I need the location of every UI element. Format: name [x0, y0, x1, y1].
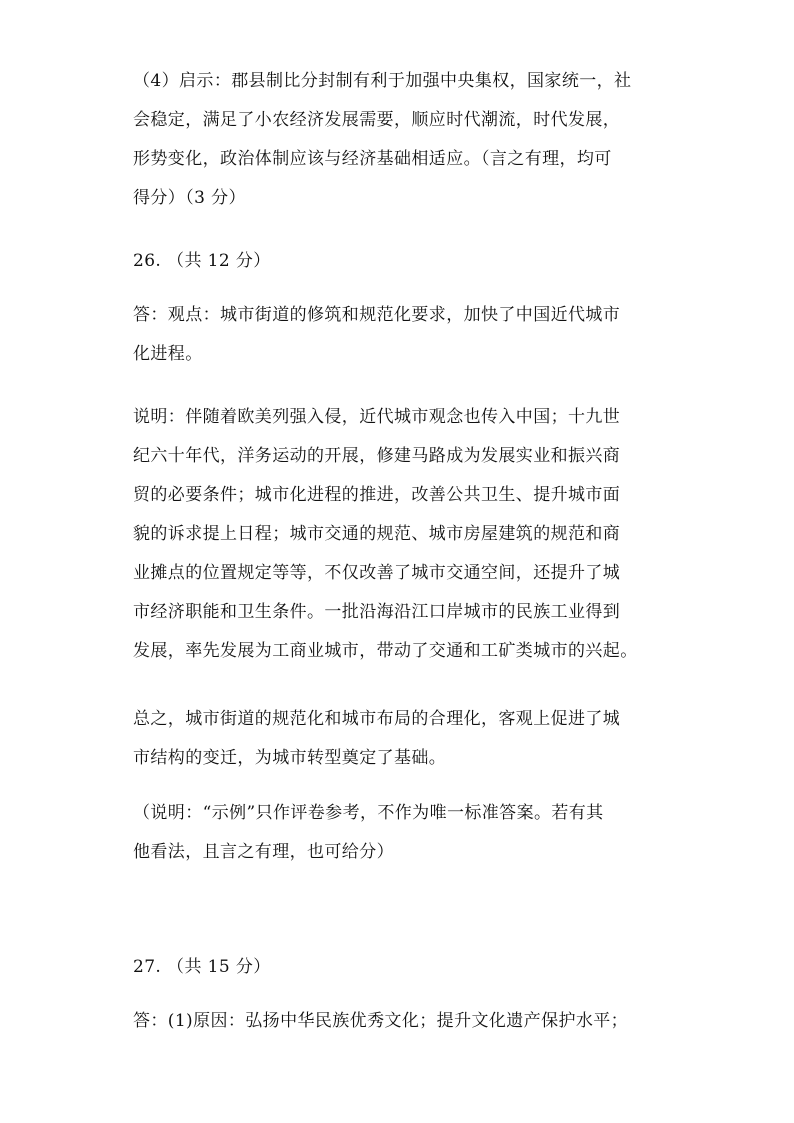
answer-26-viewpoint-paragraph — [133, 296, 673, 374]
text-line: 纪六十年代，洋务运动的开展，修建马路成为发展实业和振兴商 — [133, 446, 621, 466]
text-line: （4）启示：郡县制比分封制有利于加强中央集权，国家统一，社 — [133, 71, 632, 91]
text-line: 贸的必要条件；城市化进程的推进，改善公共卫生、提升城市面 — [133, 485, 621, 505]
answer-q25-part4-paragraph — [133, 62, 673, 218]
text-line: 业摊点的位置规定等等，不仅改善了城市交通空间，还提升了城 — [133, 563, 621, 583]
grading-note-paragraph — [133, 794, 673, 872]
text-line: 总之，城市街道的规范化和城市布局的合理化，客观上促进了城 — [133, 709, 621, 729]
answer-26-summary-paragraph — [133, 700, 673, 778]
answer-27-part1-paragraph — [133, 1002, 673, 1041]
text-line: 形势变化，政治体制应该与经济基础相适应。（言之有理，均可 — [133, 149, 612, 169]
text-line: 27. （共 15 分） — [133, 957, 271, 977]
text-line: 市结构的变迁，为城市转型奠定了基础。 — [133, 748, 447, 768]
text-line: 貌的诉求提上日程；城市交通的规范、城市房屋建筑的规范和商 — [133, 524, 621, 544]
text-line: 说明：伴随着欧美列强入侵，近代城市观念也传入中国；十九世 — [133, 407, 621, 427]
text-line: 发展，率先发展为工商业城市，带动了交通和工矿类城市的兴起。 — [133, 641, 638, 661]
answer-26-explanation-paragraph — [133, 398, 673, 671]
question-26-heading — [133, 242, 673, 281]
text-line: 市经济职能和卫生条件。一批沿海沿江口岸城市的民族工业得到 — [133, 602, 621, 622]
text-line: 26. （共 12 分） — [133, 251, 271, 271]
text-line: 答：(1)原因：弘扬中华民族优秀文化；提升文化遗产保护水平； — [133, 1011, 629, 1031]
text-line: （说明：“示例”只作评卷参考，不作为唯一标准答案。若有其 — [133, 803, 604, 823]
text-line: 答：观点：城市街道的修筑和规范化要求，加快了中国近代城市 — [133, 305, 621, 325]
text-line: 得分）（3 分） — [133, 188, 246, 208]
question-27-heading — [133, 948, 673, 987]
text-line: 他看法，且言之有理，也可给分） — [133, 842, 394, 862]
text-line: 化进程。 — [133, 344, 203, 364]
text-line: 会稳定，满足了小农经济发展需要，顺应时代潮流，时代发展， — [133, 110, 621, 130]
